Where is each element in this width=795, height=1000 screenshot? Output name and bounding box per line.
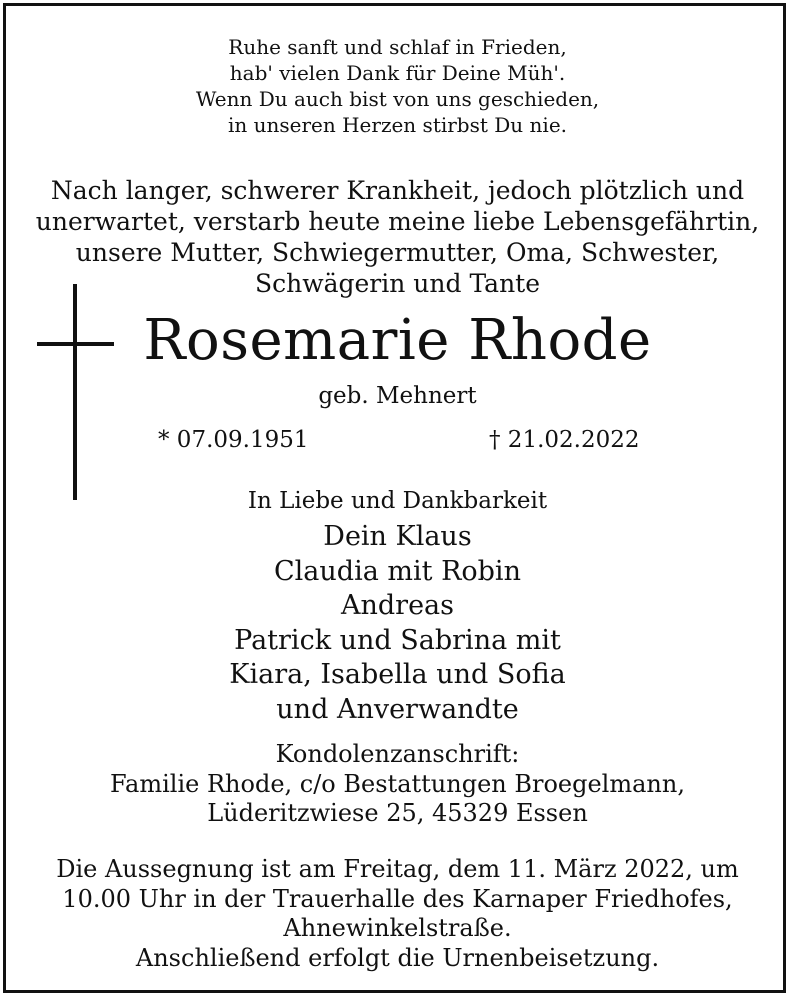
poem bbox=[0, 34, 795, 138]
announcement-line: unsere Mutter, Schwiegermutter, Oma, Schwester, bbox=[75, 238, 720, 267]
poem-line: hab' vielen Dank für Deine Müh'. bbox=[229, 61, 566, 85]
address-line: Lüderitzwiese 25, 45329 Essen bbox=[207, 799, 588, 827]
announcement-line: unerwartet, verstarb heute meine liebe Lebensgefährtin, bbox=[35, 207, 760, 236]
mourner-name: Dein Klaus bbox=[323, 521, 472, 552]
address-line: Kondolenzanschrift: bbox=[275, 740, 520, 768]
birth-name: geb. Mehnert bbox=[318, 383, 477, 409]
mourners-intro: In Liebe und Dankbarkeit bbox=[247, 488, 548, 514]
deceased-name: Rosemarie Rhode bbox=[143, 308, 652, 373]
mourner-name: Claudia mit Robin bbox=[274, 555, 521, 587]
announcement-line: Nach langer, schwerer Krankheit, jedoch plötzlich und bbox=[50, 176, 745, 205]
ceremony-line: Ahnewinkelstraße. bbox=[283, 914, 512, 942]
poem-line: Wenn Du auch bist von uns geschieden, bbox=[195, 87, 600, 111]
poem-line: in unseren Herzen stirbst Du nie. bbox=[227, 113, 568, 137]
mourners-list bbox=[0, 520, 795, 727]
mourner-name: und Anverwandte bbox=[276, 693, 519, 725]
condolence-address bbox=[0, 740, 795, 829]
announcement-line: Schwägerin und Tante bbox=[254, 269, 541, 298]
death-announcement bbox=[0, 175, 795, 299]
mourner-name: Andreas bbox=[340, 590, 454, 621]
mourner-name: Patrick und Sabrina mit bbox=[234, 624, 561, 656]
ceremony-info bbox=[0, 855, 795, 973]
ceremony-line: Anschließend erfolgt die Urnenbeisetzung. bbox=[135, 943, 660, 972]
birth-date: * 07.09.1951 bbox=[158, 427, 309, 453]
death-date: † 21.02.2022 bbox=[489, 427, 640, 453]
address-line: Familie Rhode, c/o Bestattungen Broegelmann, bbox=[110, 769, 685, 798]
ceremony-line: 10.00 Uhr in der Trauerhalle des Karnaper Friedhofes, bbox=[62, 884, 733, 913]
mourner-name: Kiara, Isabella und Sofia bbox=[229, 659, 566, 690]
ceremony-line: Die Aussegnung ist am Freitag, dem 11. März 2022, um bbox=[56, 855, 739, 883]
poem-line: Ruhe sanft und schlaf in Frieden, bbox=[228, 35, 567, 59]
